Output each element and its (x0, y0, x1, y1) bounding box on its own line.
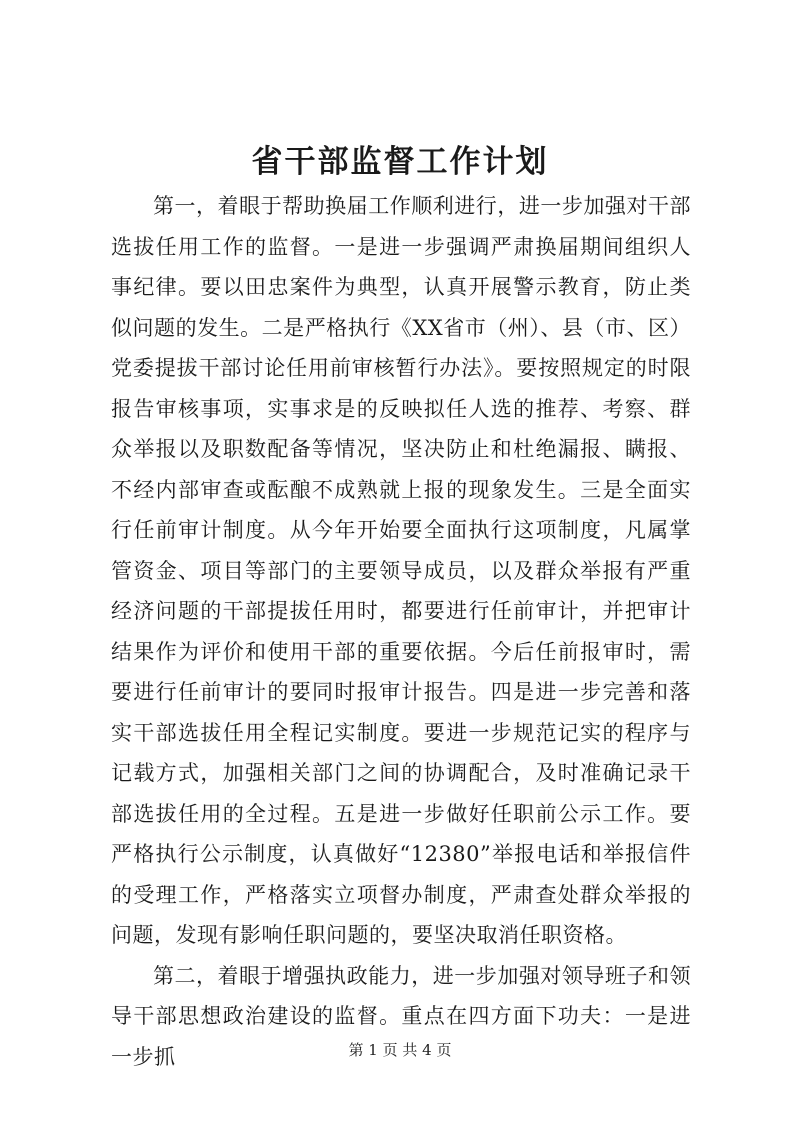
paragraph-1: 第一，着眼于帮助换届工作顺利进行，进一步加强对干部选拔任用工作的监督。一是进一步强调严肃换届期间组织人事纪律。要以田忠案件为典型，认真开展警示教育，防止类似问题的发生。二是严格执行《XX省市（州）、县（市、区）党委提拔干部讨论任用前审核暂行办法》。要按照规定的时限报告审核事项，实事求是的反映拟任人选的推荐、考察、群众举报以及职数配备等情况，坚决防止和杜绝漏报、瞒报、不经内部审查或酝酿不成熟就上报的现象发生。三是全面实行任前审计制度。从今年开始要全面执行这项制度，凡属掌管资金、项目等部门的主要领导成员，以及群众举报有严重经济问题的干部提拔任用时，都要进行任前审计，并把审计结果作为评价和使用干部的重要依据。今后任前报审时，需要进行任前审计的要同时报审计报告。四是进一步完善和落实干部选拔任用全程记实制度。要进一步规范记实的程序与记载方式，加强相关部门之间的协调配合，及时准确记录干部选拔任用的全过程。五是进一步做好任职前公示工作。要严格执行公示制度，认真做好“12380”举报电话和举报信件的受理工作，严格落实立项督办制度，严肃查处群众举报的问题，发现有影响任职问题的，要坚决取消任职资格。 (111, 194, 691, 947)
document-title: 省干部监督工作计划 (251, 144, 549, 180)
document-body (111, 186, 691, 1077)
page-number-footer: 第 1 页 共 4 页 (348, 1041, 452, 1059)
paragraph-2: 第二，着眼于增强执政能力，进一步加强对领导班子和领导干部思想政治建设的监督。重点在四方面下功夫：一是进一步抓 (111, 963, 691, 1069)
